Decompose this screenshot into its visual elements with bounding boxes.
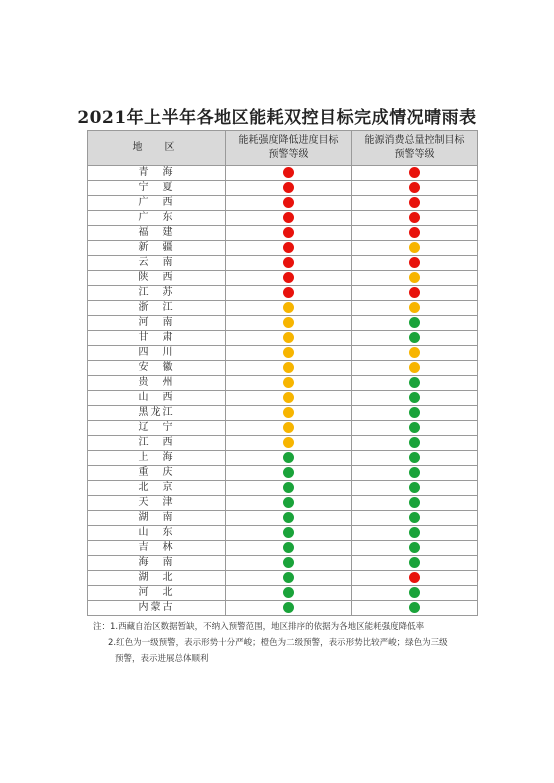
table-row xyxy=(88,391,478,406)
green-warning-dot-icon xyxy=(283,482,294,493)
orange-warning-dot-icon xyxy=(283,347,294,358)
green-warning-dot-icon xyxy=(409,527,420,538)
page-title: 2021年上半年各地区能耗双控目标完成情况晴雨表 xyxy=(77,108,477,128)
red-warning-dot-icon xyxy=(283,257,294,268)
region-cell: 河 北 xyxy=(88,586,226,601)
total-warning-cell xyxy=(352,301,478,316)
region-cell: 贵 州 xyxy=(88,376,226,391)
total-warning-cell xyxy=(352,511,478,526)
intensity-warning-cell xyxy=(226,451,352,466)
green-warning-dot-icon xyxy=(409,452,420,463)
intensity-warning-cell xyxy=(226,586,352,601)
green-warning-dot-icon xyxy=(409,602,420,613)
table-row xyxy=(88,436,478,451)
red-warning-dot-icon xyxy=(283,227,294,238)
orange-warning-dot-icon xyxy=(409,347,420,358)
intensity-warning-cell xyxy=(226,301,352,316)
red-warning-dot-icon xyxy=(409,182,420,193)
table-row xyxy=(88,241,478,256)
total-warning-cell xyxy=(352,286,478,301)
orange-warning-dot-icon xyxy=(283,437,294,448)
region-cell: 河 南 xyxy=(88,316,226,331)
header-total-warning: 能源消费总量控制目标 预警等级 xyxy=(352,131,478,166)
intensity-warning-cell xyxy=(226,256,352,271)
green-warning-dot-icon xyxy=(283,602,294,613)
total-warning-cell xyxy=(352,361,478,376)
green-warning-dot-icon xyxy=(283,527,294,538)
region-cell: 浙 江 xyxy=(88,301,226,316)
red-warning-dot-icon xyxy=(409,227,420,238)
note-line-3: 预警，表示进展总体顺利 xyxy=(115,654,209,664)
region-cell: 甘 肃 xyxy=(88,331,226,346)
green-warning-dot-icon xyxy=(283,452,294,463)
table-row xyxy=(88,466,478,481)
orange-warning-dot-icon xyxy=(283,392,294,403)
total-warning-cell xyxy=(352,181,478,196)
orange-warning-dot-icon xyxy=(283,422,294,433)
total-warning-cell xyxy=(352,406,478,421)
intensity-warning-cell xyxy=(226,361,352,376)
intensity-warning-cell xyxy=(226,196,352,211)
intensity-warning-cell xyxy=(226,481,352,496)
table-row xyxy=(88,541,478,556)
total-warning-cell xyxy=(352,601,478,616)
green-warning-dot-icon xyxy=(283,557,294,568)
region-cell: 海 南 xyxy=(88,556,226,571)
intensity-warning-cell xyxy=(226,406,352,421)
total-warning-cell xyxy=(352,241,478,256)
region-cell: 辽 宁 xyxy=(88,421,226,436)
orange-warning-dot-icon xyxy=(283,302,294,313)
green-warning-dot-icon xyxy=(409,482,420,493)
table-row xyxy=(88,166,478,181)
intensity-warning-cell xyxy=(226,211,352,226)
note-line-1: 注：1.西藏自治区数据暂缺，不纳入预警范围，地区排序的依据为各地区能耗强度降低率 xyxy=(93,622,425,632)
intensity-warning-cell xyxy=(226,271,352,286)
red-warning-dot-icon xyxy=(283,197,294,208)
table-row xyxy=(88,346,478,361)
region-cell: 上 海 xyxy=(88,451,226,466)
table-row xyxy=(88,361,478,376)
table-row xyxy=(88,256,478,271)
total-warning-cell xyxy=(352,571,478,586)
intensity-warning-cell xyxy=(226,541,352,556)
total-warning-cell xyxy=(352,256,478,271)
green-warning-dot-icon xyxy=(409,542,420,553)
total-warning-cell xyxy=(352,481,478,496)
intensity-warning-cell xyxy=(226,316,352,331)
table-row xyxy=(88,481,478,496)
total-warning-cell xyxy=(352,226,478,241)
region-cell: 湖 北 xyxy=(88,571,226,586)
region-cell: 广 东 xyxy=(88,211,226,226)
intensity-warning-cell xyxy=(226,421,352,436)
intensity-warning-cell xyxy=(226,601,352,616)
table-row xyxy=(88,556,478,571)
region-cell: 山 东 xyxy=(88,526,226,541)
orange-warning-dot-icon xyxy=(283,317,294,328)
green-warning-dot-icon xyxy=(409,497,420,508)
total-warning-cell xyxy=(352,166,478,181)
notes xyxy=(93,619,483,667)
red-warning-dot-icon xyxy=(409,167,420,178)
region-cell: 重 庆 xyxy=(88,466,226,481)
intensity-warning-cell xyxy=(226,286,352,301)
red-warning-dot-icon xyxy=(409,197,420,208)
region-cell: 青 海 xyxy=(88,166,226,181)
table-row xyxy=(88,301,478,316)
intensity-warning-cell xyxy=(226,556,352,571)
region-cell: 吉 林 xyxy=(88,541,226,556)
region-cell: 四 川 xyxy=(88,346,226,361)
region-cell: 陕 西 xyxy=(88,271,226,286)
total-warning-cell xyxy=(352,271,478,286)
region-cell: 山 西 xyxy=(88,391,226,406)
total-warning-cell xyxy=(352,421,478,436)
red-warning-dot-icon xyxy=(283,287,294,298)
table-row xyxy=(88,211,478,226)
green-warning-dot-icon xyxy=(409,437,420,448)
table-row xyxy=(88,226,478,241)
orange-warning-dot-icon xyxy=(283,332,294,343)
region-cell: 湖 南 xyxy=(88,511,226,526)
red-warning-dot-icon xyxy=(283,212,294,223)
note-line-2: 2.红色为一级预警，表示形势十分严峻；橙色为二级预警，表示形势比较严峻；绿色为三级 xyxy=(108,638,448,648)
green-warning-dot-icon xyxy=(409,332,420,343)
region-cell: 江 苏 xyxy=(88,286,226,301)
green-warning-dot-icon xyxy=(283,467,294,478)
intensity-warning-cell xyxy=(226,331,352,346)
total-warning-cell xyxy=(352,346,478,361)
table-row xyxy=(88,601,478,616)
green-warning-dot-icon xyxy=(409,467,420,478)
total-warning-cell xyxy=(352,451,478,466)
green-warning-dot-icon xyxy=(283,512,294,523)
red-warning-dot-icon xyxy=(409,287,420,298)
region-cell: 江 西 xyxy=(88,436,226,451)
table-row xyxy=(88,571,478,586)
region-cell: 天 津 xyxy=(88,496,226,511)
total-warning-cell xyxy=(352,391,478,406)
total-warning-cell xyxy=(352,436,478,451)
table-row xyxy=(88,331,478,346)
green-warning-dot-icon xyxy=(409,557,420,568)
green-warning-dot-icon xyxy=(283,497,294,508)
table-row xyxy=(88,376,478,391)
table-header-row xyxy=(88,131,478,166)
region-cell: 北 京 xyxy=(88,481,226,496)
region-cell: 广 西 xyxy=(88,196,226,211)
region-cell: 新 疆 xyxy=(88,241,226,256)
red-warning-dot-icon xyxy=(409,212,420,223)
table-body xyxy=(88,166,478,616)
region-cell: 内蒙古 xyxy=(88,601,226,616)
intensity-warning-cell xyxy=(226,511,352,526)
intensity-warning-cell xyxy=(226,241,352,256)
total-warning-cell xyxy=(352,586,478,601)
total-warning-cell xyxy=(352,316,478,331)
intensity-warning-cell xyxy=(226,376,352,391)
green-warning-dot-icon xyxy=(409,392,420,403)
green-warning-dot-icon xyxy=(283,572,294,583)
region-cell: 云 南 xyxy=(88,256,226,271)
region-cell: 福 建 xyxy=(88,226,226,241)
green-warning-dot-icon xyxy=(409,377,420,388)
red-warning-dot-icon xyxy=(283,242,294,253)
red-warning-dot-icon xyxy=(283,272,294,283)
green-warning-dot-icon xyxy=(409,512,420,523)
table-row xyxy=(88,316,478,331)
total-warning-cell xyxy=(352,556,478,571)
table-row xyxy=(88,286,478,301)
red-warning-dot-icon xyxy=(409,572,420,583)
green-warning-dot-icon xyxy=(409,422,420,433)
orange-warning-dot-icon xyxy=(409,362,420,373)
green-warning-dot-icon xyxy=(409,317,420,328)
table-row xyxy=(88,511,478,526)
red-warning-dot-icon xyxy=(283,167,294,178)
total-warning-cell xyxy=(352,376,478,391)
orange-warning-dot-icon xyxy=(409,302,420,313)
intensity-warning-cell xyxy=(226,466,352,481)
table-row xyxy=(88,181,478,196)
intensity-warning-cell xyxy=(226,346,352,361)
table-row xyxy=(88,526,478,541)
green-warning-dot-icon xyxy=(283,587,294,598)
total-warning-cell xyxy=(352,211,478,226)
total-warning-cell xyxy=(352,196,478,211)
warning-table xyxy=(87,130,478,616)
intensity-warning-cell xyxy=(226,526,352,541)
intensity-warning-cell xyxy=(226,496,352,511)
orange-warning-dot-icon xyxy=(409,242,420,253)
intensity-warning-cell xyxy=(226,181,352,196)
intensity-warning-cell xyxy=(226,226,352,241)
intensity-warning-cell xyxy=(226,571,352,586)
table-row xyxy=(88,496,478,511)
total-warning-cell xyxy=(352,541,478,556)
table-row xyxy=(88,451,478,466)
region-cell: 安 徽 xyxy=(88,361,226,376)
red-warning-dot-icon xyxy=(283,182,294,193)
table-row xyxy=(88,586,478,601)
red-warning-dot-icon xyxy=(409,257,420,268)
intensity-warning-cell xyxy=(226,436,352,451)
total-warning-cell xyxy=(352,331,478,346)
orange-warning-dot-icon xyxy=(283,362,294,373)
orange-warning-dot-icon xyxy=(283,407,294,418)
header-region: 地 区 xyxy=(88,131,226,166)
table-row xyxy=(88,406,478,421)
header-intensity-warning: 能耗强度降低进度目标 预警等级 xyxy=(226,131,352,166)
orange-warning-dot-icon xyxy=(283,377,294,388)
orange-warning-dot-icon xyxy=(409,272,420,283)
intensity-warning-cell xyxy=(226,166,352,181)
total-warning-cell xyxy=(352,496,478,511)
green-warning-dot-icon xyxy=(283,542,294,553)
total-warning-cell xyxy=(352,526,478,541)
table-row xyxy=(88,271,478,286)
green-warning-dot-icon xyxy=(409,587,420,598)
region-cell: 宁 夏 xyxy=(88,181,226,196)
green-warning-dot-icon xyxy=(409,407,420,418)
total-warning-cell xyxy=(352,466,478,481)
table-row xyxy=(88,421,478,436)
intensity-warning-cell xyxy=(226,391,352,406)
table-row xyxy=(88,196,478,211)
region-cell: 黑龙江 xyxy=(88,406,226,421)
